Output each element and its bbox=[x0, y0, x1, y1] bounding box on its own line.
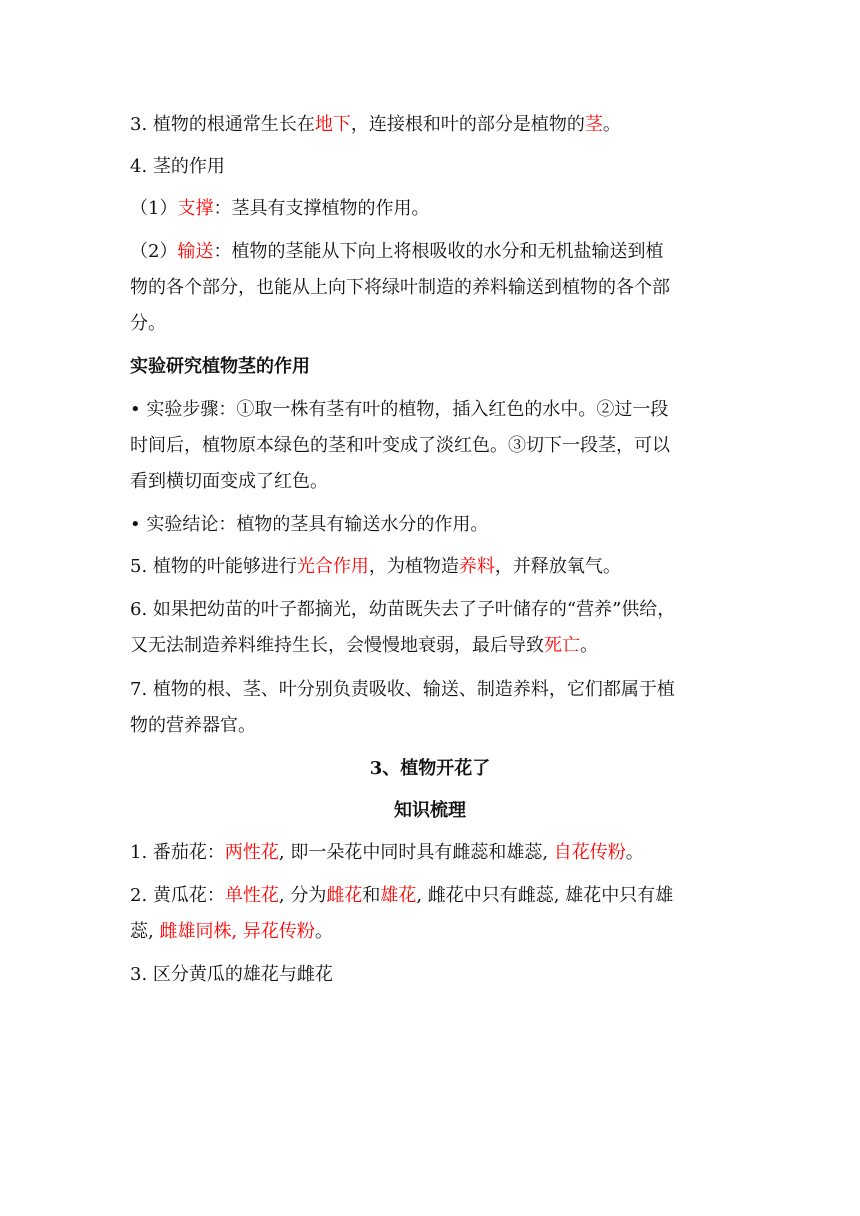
highlight-term: 死亡 bbox=[544, 635, 580, 656]
experiment-steps: • 实验步骤：①取一株有茎有叶的植物，插入红色的水中。②过一段 时间后，植物原本绿色的茎和叶变成了淡红色。③切下一段茎，可以 看到横切面变成了红色。 bbox=[130, 399, 670, 492]
highlight-term: 两性花 bbox=[224, 842, 279, 863]
highlight-term: 地下 bbox=[314, 114, 351, 135]
highlight-term: 单性花 bbox=[224, 885, 279, 906]
highlight-term: 养料 bbox=[458, 556, 495, 577]
highlight-term: 支撑 bbox=[177, 198, 214, 219]
document-content bbox=[130, 108, 730, 992]
highlight-term: 输送 bbox=[177, 241, 214, 262]
item-3-distinguish: 3. 区分黄瓜的雄花与雌花 bbox=[130, 964, 333, 985]
section-subtitle: 知识梳理 bbox=[394, 800, 466, 821]
heading-stem-function: 4. 茎的作用 bbox=[130, 156, 225, 177]
highlight-term: 光合作用 bbox=[296, 556, 369, 577]
item-2-cucumber-flower: 2. 黄瓜花：单性花, 分为雌花和雄花, 雌花中只有雌蕊, 雄花中只有雄 蕊, 雌雄同株, 异花传粉。 bbox=[130, 885, 674, 942]
experiment-conclusion: • 实验结论：植物的茎具有输送水分的作用。 bbox=[130, 514, 489, 535]
highlight-term: 雌雄同株, 异花传粉 bbox=[159, 921, 315, 942]
highlight-term: 茎 bbox=[584, 114, 603, 135]
section-title: 3、植物开花了 bbox=[369, 758, 491, 779]
paragraph-6: 6. 如果把幼苗的叶子都摘光，幼苗既失去了子叶储存的“营养”供给， 又无法制造养料维持生长，会慢慢地衰弱，最后导致死亡。 bbox=[130, 599, 676, 656]
highlight-term: 雄花 bbox=[380, 885, 417, 906]
item-1-tomato-flower: 1. 番茄花：两性花, 即一朵花中同时具有雌蕊和雄蕊, 自花传粉。 bbox=[130, 842, 644, 863]
paragraph-5: 5. 植物的叶能够进行光合作用，为植物造养料，并释放氧气。 bbox=[130, 556, 621, 577]
paragraph-7: 7. 植物的根、茎、叶分别负责吸收、输送、制造养料，它们都属于植 物的营养器官。 bbox=[130, 679, 675, 736]
highlight-term: 自花传粉 bbox=[553, 842, 626, 863]
highlight-term: 雌花 bbox=[326, 885, 363, 906]
paragraph-3: 3. 植物的根通常生长在地下，连接根和叶的部分是植物的茎。 bbox=[130, 114, 621, 135]
paragraph-4-1: （1）支撑：茎具有支撑植物的作用。 bbox=[130, 198, 430, 219]
paragraph-4-2: （2）输送：植物的茎能从下向上将根吸收的水分和无机盐输送到植 物的各个部分，也能从上向下将绿叶制造的养料输送到植物的各个部 分。 bbox=[130, 241, 670, 334]
experiment-title: 实验研究植物茎的作用 bbox=[130, 356, 310, 377]
